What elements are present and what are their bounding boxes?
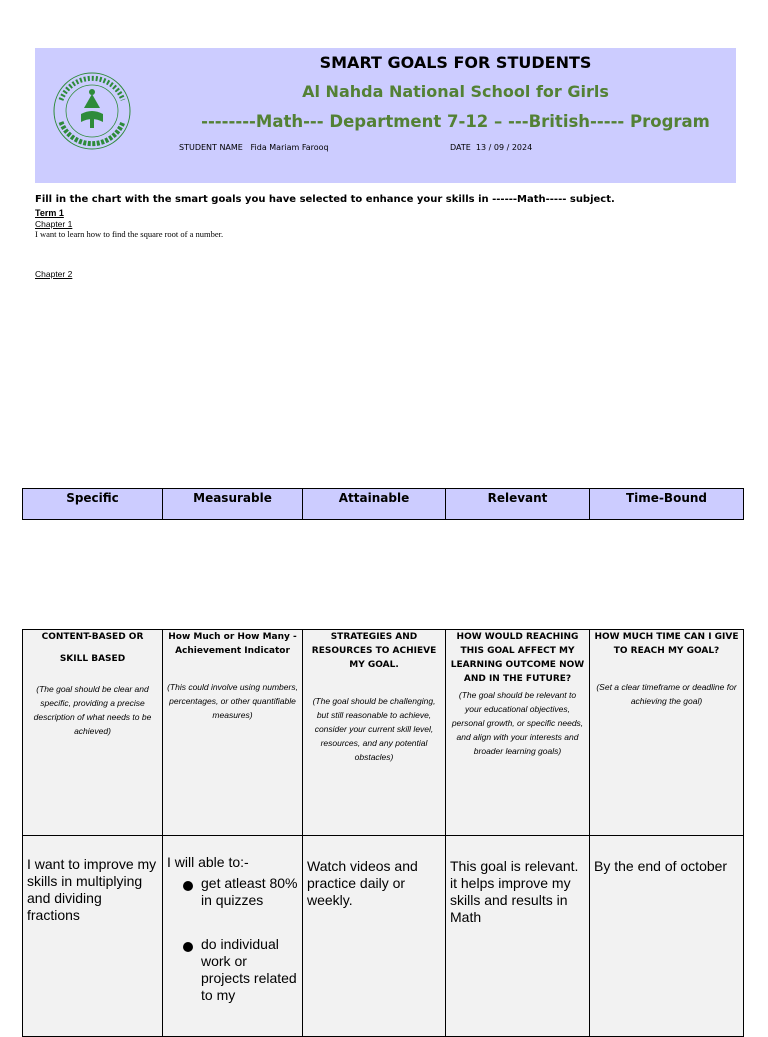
relevant-description-cell: [446, 630, 590, 836]
time-bound-note: (Set a clear timeframe or deadline for achieving the goal): [596, 682, 737, 706]
attainable-description-cell: [303, 630, 446, 836]
relevant-note: (The goal should be relevant to your educational objectives, personal growth, or specific needs, and align with your interests and broader learning goals): [451, 690, 584, 756]
measurable-answer-intro: I will able to:-: [167, 854, 249, 870]
specific-question-2: SKILL BASED: [59, 654, 126, 664]
smart-header-specific: Specific: [23, 489, 163, 520]
smart-header-time-bound: Time-Bound: [590, 489, 744, 520]
measurable-note: (This could involve using numbers, percentages, or other quantifiable measures): [167, 682, 298, 720]
time-bound-answer: By the end of october: [594, 858, 728, 874]
attainable-answer-cell[interactable]: [303, 836, 446, 1037]
bullet-icon: [183, 942, 193, 952]
relevant-answer-cell[interactable]: [446, 836, 590, 1037]
date-value: 13 / 09 / 2024: [475, 143, 533, 152]
student-info: [179, 143, 329, 152]
measurable-description-cell: [163, 630, 303, 836]
attainable-question: STRATEGIES AND RESOURCES TO ACHIEVE MY GOAL.: [311, 632, 437, 670]
smart-header-relevant: Relevant: [446, 489, 590, 520]
attainable-note: (The goal should be challenging, but still reasonable to achieve, consider your current skill level, resources, and any potential obstacles): [312, 696, 436, 762]
term-heading: Term 1: [35, 208, 64, 218]
specific-note: (The goal should be clear and specific, providing a precise description of what needs to be achieved): [33, 684, 152, 736]
time-bound-question: HOW MUCH TIME CAN I GIVE TO REACH MY GOAL?: [594, 632, 739, 656]
date-info: [450, 143, 532, 152]
header-banner: [35, 48, 736, 183]
measurable-answer-cell[interactable]: [163, 836, 303, 1037]
page-title: SMART GOALS FOR STUDENTS: [319, 53, 592, 72]
specific-answer: I want to improve my skills in multiplying and dividing fractions: [27, 856, 157, 923]
relevant-question: HOW WOULD REACHING THIS GOAL AFFECT MY LEARNING OUTCOME NOW AND IN THE FUTURE?: [450, 632, 585, 684]
specific-question: CONTENT-BASED OR: [41, 632, 144, 642]
relevant-answer: This goal is relevant. it helps improve my skills and results in Math: [450, 858, 579, 925]
bullet-icon: [183, 881, 193, 891]
chapter1-goal: I want to learn how to find the square root of a number.: [35, 229, 224, 239]
list-item-text: do individual work or projects related to my: [201, 936, 297, 1003]
measurable-answer-list: [167, 875, 298, 1004]
student-name-value: Fida Mariam Farooq: [250, 143, 329, 152]
smart-header-table: [22, 488, 744, 520]
school-name: Al Nahda National School for Girls: [302, 82, 609, 101]
time-bound-description-cell: [590, 630, 744, 836]
time-bound-answer-cell[interactable]: [590, 836, 744, 1037]
chapter2-heading: Chapter 2: [35, 269, 73, 279]
attainable-answer: Watch videos and practice daily or weekly.: [307, 858, 418, 908]
smart-header-measurable: Measurable: [163, 489, 303, 520]
list-item: [201, 936, 298, 1004]
chapter1-heading: Chapter 1: [35, 219, 73, 229]
list-item: [201, 875, 298, 909]
smart-goals-table: [22, 629, 744, 1037]
smart-header-attainable: Attainable: [303, 489, 446, 520]
date-label: DATE: [450, 143, 471, 152]
specific-answer-cell[interactable]: [23, 836, 163, 1037]
specific-description-cell: [23, 630, 163, 836]
student-name-label: STUDENT NAME: [179, 143, 243, 152]
instruction-text: Fill in the chart with the smart goals you have selected to enhance your skills in ------Math----- subject.: [35, 194, 615, 205]
measurable-question: How Much or How Many - Achievement Indicator: [168, 632, 297, 656]
department-line: --------Math--- Department 7-12 – ---British----- Program: [201, 112, 710, 131]
list-item-text: get atleast 80% in quizzes: [201, 875, 298, 908]
